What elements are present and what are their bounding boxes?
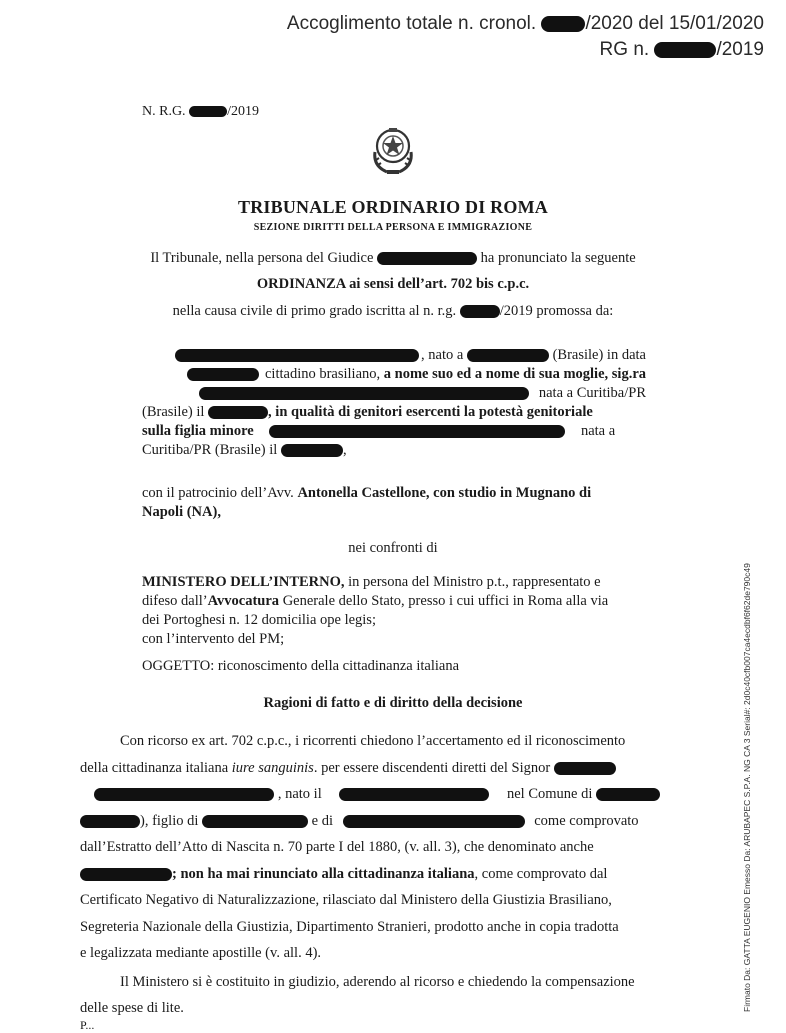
ragioni-heading: Ragioni di fatto e di diritto della decisione: [263, 695, 523, 711]
parties-bold-text: , in qualità di genitori esercenti la potestà genitoriale: [268, 404, 593, 420]
parties-text: (Brasile) in data: [552, 347, 646, 363]
italian-republic-emblem-icon: [369, 122, 417, 178]
header-line1-suffix: /2020 del 15/01/2020: [585, 13, 764, 34]
redaction: [175, 349, 419, 362]
ministero-text: Generale dello Stato, presso i cui uffici in Roma alla via: [282, 593, 609, 609]
redaction: [281, 444, 343, 457]
ordinanza-heading: ORDINANZA ai sensi dell’art. 702 bis c.p.c.: [256, 276, 530, 292]
redaction: [541, 16, 585, 32]
court-subtitle: SEZIONE DIRITTI DELLA PERSONA E IMMIGRAZIONE: [253, 222, 533, 233]
patrocinio-prefix: con il patrocinio dell’Avv.: [142, 485, 294, 501]
redaction: [467, 349, 549, 362]
body-text: e di: [311, 812, 333, 829]
redaction: [596, 788, 660, 801]
parties-text: nata a Curitiba/PR: [538, 385, 646, 401]
body-text: Il Ministero si è costituito in giudizio, aderendo al ricorso e chiedendo la compensazione: [120, 973, 635, 990]
redaction: [80, 815, 140, 828]
parties-text: Curitiba/PR (Brasile) il: [142, 442, 278, 458]
body-text: ), figlio di: [140, 812, 199, 829]
redaction: [339, 788, 489, 801]
body-text: della cittadinanza italiana: [80, 759, 229, 776]
patrocinio-city: Napoli (NA),: [142, 504, 221, 520]
body-line: [80, 914, 660, 941]
body-text: Certificato Negativo di Naturalizzazione, rilasciato dal Ministero della Giustizia Brasiliano,: [80, 892, 612, 908]
parties-block: , nato a (Brasile) in data cittadino brasiliano, a nome suo ed a nome di sua moglie, sig.ra nata a Curitiba/PR (Brasile) il , in qualità di genitori esercenti la potestà genitoriale sulla figlia minore nata a Curitiba/PR (Brasile) il ,: [142, 347, 646, 458]
ministero-block: [142, 573, 646, 649]
ministero-name: MINISTERO DELL’INTERNO,: [142, 574, 345, 590]
body-line: [80, 995, 660, 1022]
redaction: [377, 252, 477, 265]
body-line: [80, 861, 660, 888]
court-title: TRIBUNALE ORDINARIO DI ROMA: [238, 197, 548, 217]
intro-prefix: Il Tribunale, nella persona del Giudice: [150, 250, 374, 266]
nrg-line: [142, 104, 259, 120]
ministero-text: dei Portoghesi n. 12 domicilia ope legis;: [142, 612, 376, 628]
redaction: [554, 762, 616, 775]
body-line: [80, 728, 660, 755]
body-bold: ; non ha mai rinunciato alla cittadinanza italiana: [172, 865, 475, 882]
parties-bold-text: a nome suo ed a nome di sua moglie, sig.ra: [383, 366, 646, 382]
body-text: e legalizzata mediante apostille (v. all. 4).: [80, 945, 322, 961]
patrocinio-lawyer: Antonella Castellone, con studio in Mugnano di: [297, 485, 592, 501]
parties-text: cittadino brasiliano,: [264, 366, 381, 382]
ministero-bold: Avvocatura: [207, 593, 280, 609]
body-line: [80, 969, 660, 996]
body-text: come comprovato: [534, 812, 639, 829]
ministero-text: difeso dall’: [142, 593, 208, 609]
parties-text: nata a: [580, 423, 616, 439]
nrg-prefix: N. R.G.: [142, 104, 186, 119]
redaction: [208, 406, 268, 419]
body-text: nel Comune di: [506, 786, 593, 802]
digital-signature-sidebar: Firmato Da: GATTA EUGENIO Emesso Da: ARUBAPEC S.P.A. NG CA 3 Serial#: 2d0c40cfb007ca4ecdbf6f62de790c49: [742, 563, 752, 1012]
redaction: [202, 815, 308, 828]
redaction: [460, 305, 500, 318]
redaction: [80, 868, 172, 881]
intro-suffix: ha pronunciato la seguente: [480, 250, 636, 266]
page-fragment: P...: [80, 1018, 95, 1032]
body-text: Con ricorso ex art. 702 c.p.c., i ricorrenti chiedono l’accertamento ed il riconoscimento: [120, 733, 626, 749]
ministero-text: con l’intervento del PM;: [142, 631, 285, 647]
nei-confronti: nei confronti di: [348, 540, 438, 556]
parties-bold-text: sulla figlia minore: [142, 423, 254, 439]
redaction: [269, 425, 565, 438]
body-text: , come comprovato dal: [474, 865, 608, 882]
parties-text: , nato a: [421, 347, 464, 363]
nrg-suffix: /2019: [227, 104, 259, 119]
header-line2-prefix: RG n.: [599, 39, 650, 60]
body-line: [80, 940, 660, 967]
body-line: [80, 887, 660, 914]
body-line: [80, 781, 660, 808]
body-text: dall’Estratto dell’Atto di Nascita n. 70 parte I del 1880, (v. all. 3), che denominato anche: [80, 839, 594, 855]
body-line: [80, 834, 660, 861]
causa-line: [0, 303, 786, 320]
header-line2-suffix: /2019: [716, 39, 764, 60]
intro-line: [0, 250, 786, 267]
oggetto-line: OGGETTO: riconoscimento della cittadinanza italiana: [142, 658, 460, 674]
body-text: delle spese di lite.: [80, 1000, 184, 1016]
redaction: [199, 387, 529, 400]
body-paragraph-1: [80, 728, 660, 1022]
redaction: [189, 106, 227, 117]
redaction: [343, 815, 525, 828]
causa-suffix: /2019 promossa da:: [499, 303, 614, 319]
body-italic: iure sanguinis: [231, 759, 314, 776]
header-chronology-line: [287, 12, 764, 36]
body-text: Segreteria Nazionale della Giustizia, Dipartimento Stranieri, prodotto anche in copia tradotta: [80, 918, 619, 935]
redaction: [654, 42, 716, 58]
redaction: [94, 788, 274, 801]
body-line: [80, 808, 660, 835]
body-line: [80, 755, 660, 782]
body-text: , nato il: [277, 786, 322, 802]
patrocinio-block: [142, 484, 646, 522]
causa-prefix: nella causa civile di primo grado iscritta al n. r.g.: [172, 303, 457, 319]
parties-text: (Brasile) il: [142, 404, 205, 420]
redaction: [187, 368, 259, 381]
body-text: . per essere discendenti diretti del Signor: [313, 759, 551, 776]
header-line1-prefix: Accoglimento totale n. cronol.: [286, 13, 537, 34]
header-rg-line: [600, 38, 764, 62]
ministero-text: in persona del Ministro p.t., rappresentato e: [348, 574, 601, 590]
